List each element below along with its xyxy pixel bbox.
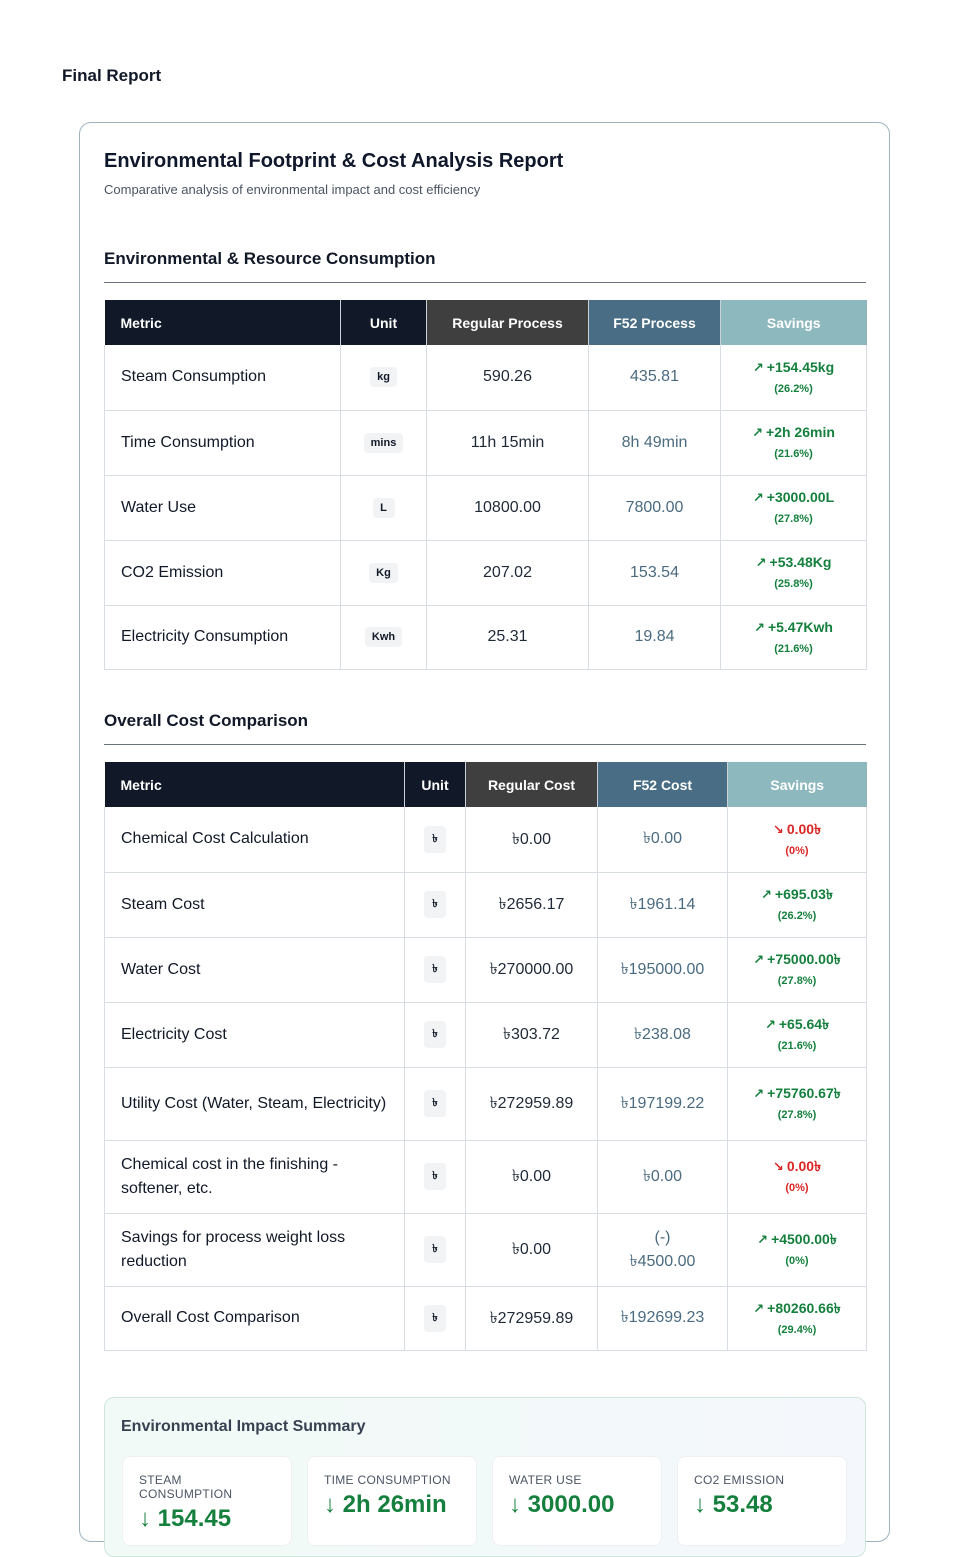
summary-title: Environmental Impact Summary: [121, 1418, 366, 1435]
cell-savings: [728, 807, 867, 872]
report-subtitle: Comparative analysis of environmental impact and cost efficiency: [104, 182, 481, 197]
cell-regular: ৳272959.89: [466, 1286, 598, 1350]
cell-savings: [721, 605, 867, 669]
summary-card-time: [307, 1456, 477, 1546]
summary-label: WATER USE: [509, 1473, 582, 1487]
trend-up-icon: ↗: [752, 359, 764, 375]
cell-f52: 7800.00: [589, 475, 721, 540]
summary-label: CO2 EMISSION: [694, 1473, 785, 1487]
cell-regular: 25.31: [427, 605, 589, 669]
cell-metric: Chemical cost in the finishing - softener, etc.: [105, 1140, 405, 1213]
col-header-savings: Savings: [721, 300, 867, 345]
trend-up-icon: ↗: [764, 1017, 776, 1032]
cost-table: [104, 762, 867, 1351]
trend-up-icon: ↗: [761, 887, 772, 902]
cost-section-divider: [104, 744, 866, 745]
col-header-metric: Metric: [105, 762, 405, 807]
savings-percent: (21.6%): [774, 642, 813, 655]
savings-percent: (0%): [785, 1255, 809, 1267]
col-header-f52: F52 Process: [589, 300, 721, 345]
col-header-regular: Regular Process: [427, 300, 589, 345]
col-header-regular-cost: Regular Cost: [466, 762, 598, 807]
cell-unit: [341, 410, 427, 475]
summary-label: TIME CONSUMPTION: [324, 1473, 451, 1487]
cell-f52: ৳0.00: [598, 1140, 728, 1213]
unit-badge: Kg: [369, 563, 398, 583]
cell-metric: Water Use: [105, 475, 341, 540]
cell-regular: ৳270000.00: [466, 937, 598, 1002]
savings-percent: (21.6%): [774, 448, 813, 460]
savings-percent: (29.4%): [777, 1323, 817, 1336]
savings-percent: (26.2%): [777, 910, 817, 922]
cell-regular: ৳272959.89: [466, 1067, 598, 1140]
cell-savings: [728, 1140, 867, 1213]
summary-label: STEAM CONSUMPTION: [139, 1473, 233, 1501]
cell-metric: Electricity Cost: [105, 1002, 405, 1067]
savings-value: ↗ +154.45kg: [752, 358, 835, 375]
summary-card-water: [492, 1456, 662, 1546]
unit-badge: ৳: [424, 1090, 446, 1117]
environmental-table: [104, 300, 867, 670]
cell-f52: ৳0.00: [598, 807, 728, 872]
savings-percent: (27.8%): [777, 1109, 817, 1121]
cell-metric: Utility Cost (Water, Steam, Electricity): [105, 1067, 405, 1140]
col-header-metric: Metric: [105, 300, 341, 345]
unit-badge: ৳: [424, 956, 446, 983]
page-heading: Final Report: [62, 66, 162, 85]
savings-value: ↗ +80260.66৳: [753, 1299, 841, 1316]
savings-percent: (0%): [785, 1182, 809, 1194]
savings-value: ↗ +3000.00L: [752, 489, 835, 505]
cell-unit: [405, 1002, 466, 1067]
trend-up-icon: ↗: [757, 1232, 769, 1247]
table-row: [105, 345, 867, 410]
table-row: [105, 872, 867, 937]
cell-metric: Savings for process weight loss reduction: [105, 1213, 405, 1286]
impact-summary-panel: [104, 1397, 866, 1557]
cell-savings: [728, 1067, 867, 1140]
cell-metric: Electricity Consumption: [105, 605, 341, 669]
arrow-down-icon: ↓: [139, 1505, 151, 1532]
summary-card-steam: [122, 1456, 292, 1546]
cell-metric: Steam Cost: [105, 872, 405, 937]
trend-up-icon: ↗: [753, 1300, 765, 1316]
cell-f52: ৳192699.23: [598, 1286, 728, 1350]
cell-unit: [405, 1286, 466, 1350]
cell-regular: ৳2656.17: [466, 872, 598, 937]
savings-percent: (0%): [785, 844, 809, 857]
cell-savings: [728, 1213, 867, 1286]
report-title: Environmental Footprint & Cost Analysis Report: [104, 150, 564, 172]
table-row: [105, 475, 867, 540]
cell-regular: 10800.00: [427, 475, 589, 540]
savings-percent: (26.2%): [774, 382, 813, 395]
cell-unit: [405, 807, 466, 872]
summary-card-co2: [677, 1456, 847, 1546]
summary-value: ↓ 53.48: [694, 1491, 773, 1518]
cell-unit: [341, 345, 427, 410]
cell-f52: ৳195000.00: [598, 937, 728, 1002]
savings-value: ↗ +65.64৳: [764, 1016, 830, 1032]
savings-value: ↗ +53.48Kg: [755, 554, 832, 570]
cell-unit: [341, 605, 427, 669]
table-row: [105, 605, 867, 669]
cell-savings: [728, 1002, 867, 1067]
cell-metric: Water Cost: [105, 937, 405, 1002]
cell-f52: 153.54: [589, 540, 721, 605]
cell-metric: Steam Consumption: [105, 345, 341, 410]
table-row: [105, 1002, 867, 1067]
cell-unit: [341, 475, 427, 540]
unit-badge: ৳: [424, 826, 446, 853]
table-row: [105, 1067, 867, 1140]
cell-savings: [728, 872, 867, 937]
cell-f52: (-) ৳4500.00: [598, 1213, 728, 1286]
savings-value: ↗ +75760.67৳: [753, 1085, 841, 1101]
savings-percent: (25.8%): [774, 578, 813, 590]
cell-f52: 435.81: [589, 345, 721, 410]
col-header-unit: Unit: [405, 762, 466, 807]
unit-badge: kg: [370, 367, 397, 387]
environmental-table-header: [105, 300, 867, 345]
savings-value: ↘ 0.00৳: [772, 820, 822, 837]
cell-f52: 19.84: [589, 605, 721, 669]
trend-down-icon: ↘: [772, 821, 784, 837]
summary-value: ↓ 154.45: [139, 1505, 232, 1532]
cell-f52: ৳1961.14: [598, 872, 728, 937]
savings-percent: (21.6%): [777, 1040, 817, 1052]
cell-f52: ৳197199.22: [598, 1067, 728, 1140]
trend-up-icon: ↗: [753, 1086, 765, 1101]
table-row: [105, 937, 867, 1002]
cell-savings: [728, 1286, 867, 1350]
unit-badge: ৳: [424, 1163, 446, 1190]
cell-unit: [405, 937, 466, 1002]
table-row: [105, 1213, 867, 1286]
cell-regular: 11h 15min: [427, 410, 589, 475]
cell-savings: [728, 937, 867, 1002]
trend-up-icon: ↗: [754, 619, 765, 635]
cell-regular: ৳303.72: [466, 1002, 598, 1067]
unit-badge: ৳: [424, 1236, 446, 1263]
unit-badge: ৳: [424, 891, 446, 918]
trend-up-icon: ↗: [753, 952, 765, 967]
cell-metric: Overall Cost Comparison: [105, 1286, 405, 1350]
cell-regular: 590.26: [427, 345, 589, 410]
unit-badge: ৳: [424, 1305, 446, 1332]
savings-percent: (27.8%): [774, 513, 813, 525]
report-card: [79, 122, 890, 1542]
cell-unit: [405, 872, 466, 937]
arrow-down-icon: ↓: [694, 1491, 706, 1518]
savings-value: ↗ +4500.00৳: [757, 1231, 837, 1247]
trend-up-icon: ↗: [752, 490, 764, 505]
env-section-divider: [104, 282, 866, 283]
unit-badge: ৳: [424, 1021, 446, 1048]
col-header-savings: Savings: [728, 762, 867, 807]
table-row: [105, 1286, 867, 1350]
col-header-f52-cost: F52 Cost: [598, 762, 728, 807]
savings-value: ↗ +5.47Kwh: [754, 618, 833, 635]
savings-value: ↗ +695.03৳: [761, 886, 833, 902]
cell-metric: Chemical Cost Calculation: [105, 807, 405, 872]
cell-metric: CO2 Emission: [105, 540, 341, 605]
unit-badge: Kwh: [365, 627, 402, 647]
cell-f52: 8h 49min: [589, 410, 721, 475]
table-row: [105, 540, 867, 605]
env-section-title: Environmental & Resource Consumption: [104, 249, 436, 268]
cell-savings: [721, 345, 867, 410]
cell-regular: ৳0.00: [466, 1213, 598, 1286]
cell-regular: ৳0.00: [466, 1140, 598, 1213]
cell-regular: ৳0.00: [466, 807, 598, 872]
table-row: [105, 1140, 867, 1213]
cell-f52: ৳238.08: [598, 1002, 728, 1067]
cost-section-title: Overall Cost Comparison: [104, 711, 309, 730]
trend-down-icon: ↘: [772, 1159, 784, 1174]
cell-unit: [405, 1067, 466, 1140]
cell-savings: [721, 410, 867, 475]
trend-up-icon: ↗: [752, 425, 764, 440]
cell-savings: [721, 540, 867, 605]
summary-value: ↓ 2h 26min: [324, 1491, 447, 1518]
cell-savings: [721, 475, 867, 540]
table-row: [105, 807, 867, 872]
savings-value: ↗ +75000.00৳: [753, 951, 841, 967]
cell-unit: [341, 540, 427, 605]
cell-unit: [405, 1140, 466, 1213]
unit-badge: mins: [364, 433, 404, 453]
col-header-unit: Unit: [341, 300, 427, 345]
cost-table-header: [105, 762, 867, 807]
arrow-down-icon: ↓: [324, 1491, 336, 1518]
arrow-down-icon: ↓: [509, 1491, 521, 1518]
trend-up-icon: ↗: [755, 555, 767, 570]
unit-badge: L: [373, 498, 395, 518]
cell-unit: [405, 1213, 466, 1286]
savings-value: ↘ 0.00৳: [772, 1158, 822, 1174]
cell-metric: Time Consumption: [105, 410, 341, 475]
cell-regular: 207.02: [427, 540, 589, 605]
summary-value: ↓ 3000.00: [509, 1491, 615, 1518]
savings-percent: (27.8%): [777, 975, 817, 987]
savings-value: ↗ +2h 26min: [752, 424, 835, 440]
table-row: [105, 410, 867, 475]
